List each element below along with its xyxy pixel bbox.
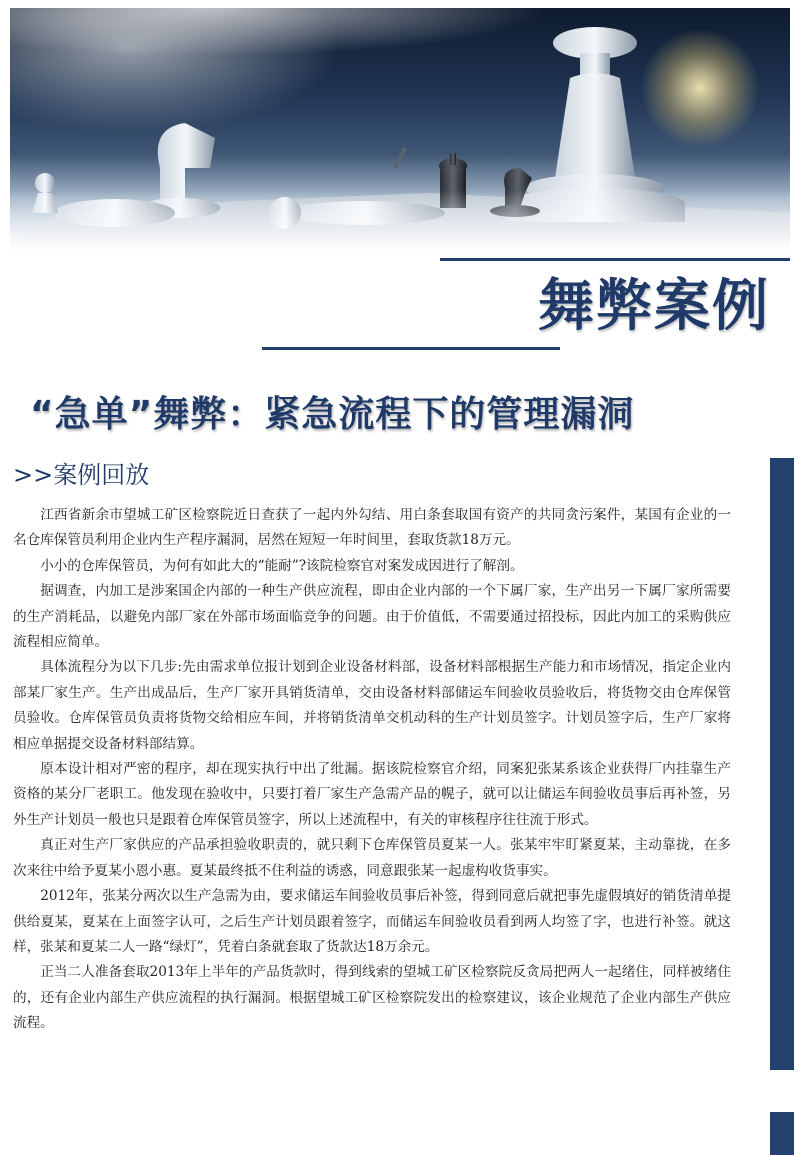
side-accent-bar — [770, 458, 794, 1070]
banner-image — [10, 8, 790, 250]
side-accent-bar-bottom — [770, 1112, 794, 1155]
case-review-heading: >>案例回放 — [13, 461, 150, 489]
header-rule-middle — [262, 347, 560, 350]
paragraph: 正当二人准备套取2013年上半年的产品货款时，得到线索的望城工矿区检察院反贪局把两人一起绪住，同样被绪住的，还有企业内部生产供应流程的执行漏洞。根据望城工矿区检察院发出的检察建议，该企业规范了企业内部生产供应流程。 — [13, 964, 731, 1032]
paragraph: 小小的仓库保管员，为何有如此大的“能耐”?该院检察官对案发成因进行了解剖。 — [40, 557, 524, 574]
section-title: 舞弊案例 — [538, 274, 770, 339]
header-rule-top — [440, 258, 790, 261]
paragraph: 真正对生产厂家供应的产品承担验收职责的，就只剩下仓库保管员夏某一人。张某牢牢盯紧夏某，主动靠拢，在多次来往中给予夏某小恩小惠。夏某最终抵不住利益的诱惑，同意跟张某一起虚构收货事实。 — [13, 837, 731, 879]
paragraph: 2012年，张某分两次以生产急需为由，要求储运车间验收员事后补签，得到同意后就把事先虚假填好的销货清单提供给夏某，夏某在上面签字认可，之后生产计划员跟着签字，而储运车间验收员看到两人均签了字，也进行补签。就这样，张某和夏某二人一路“绿灯”，凭着白条就套取了货款达18万余元。 — [13, 888, 731, 955]
paragraph: 江西省新余市望城工矿区检察院近日查获了一起内外勾结、用白条套取国有资产的共同贪污案件，某国有企业的一名仓库保管员利用企业内生产程序漏洞，居然在短短一年时间里，套取货款18万元。 — [13, 507, 731, 549]
paragraph: 原本设计相对严密的程序，却在现实执行中出了纰漏。据该院检察官介绍，同案犯张某系该企业获得厂内挂靠生产资格的某分厂老职工。他发现在验收中，只要打着厂家生产急需产品的幌子，就可以让储运车间验收员事后再补签，另外生产计划员一般也只是跟着仓库保管员签字，所以上述流程中，有关的审核程序往往流于形式。 — [13, 761, 731, 828]
case-title: “急单”舞弊：紧急流程下的管理漏洞 — [30, 394, 635, 435]
paragraph: 据调查，内加工是涉案国企内部的一种生产供应流程，即由企业内部的一个下属厂家，生产出另一下属厂家所需要的生产消耗品，以避免内部厂家在外部市场面临竞争的问题。由于价值低，不需要通过招投标，因此内加工的采购供应流程相应简单。 — [13, 583, 731, 651]
paragraph: 具体流程分为以下几步:先由需求单位报计划到企业设备材料部，设备材料部根据生产能力和市场情况，指定企业内部某厂家生产。生产出成品后，生产厂家开具销货清单，交由设备材料部储运车间验收员验收后，将货物交由仓库保管员验收。仓库保管员负责将货物交给相应车间，并将销货清单交机动科的生产计划员签字。计划员签字后，生产厂家将相应单据提交设备材料部结算。 — [13, 659, 731, 752]
case-body — [13, 503, 731, 1037]
